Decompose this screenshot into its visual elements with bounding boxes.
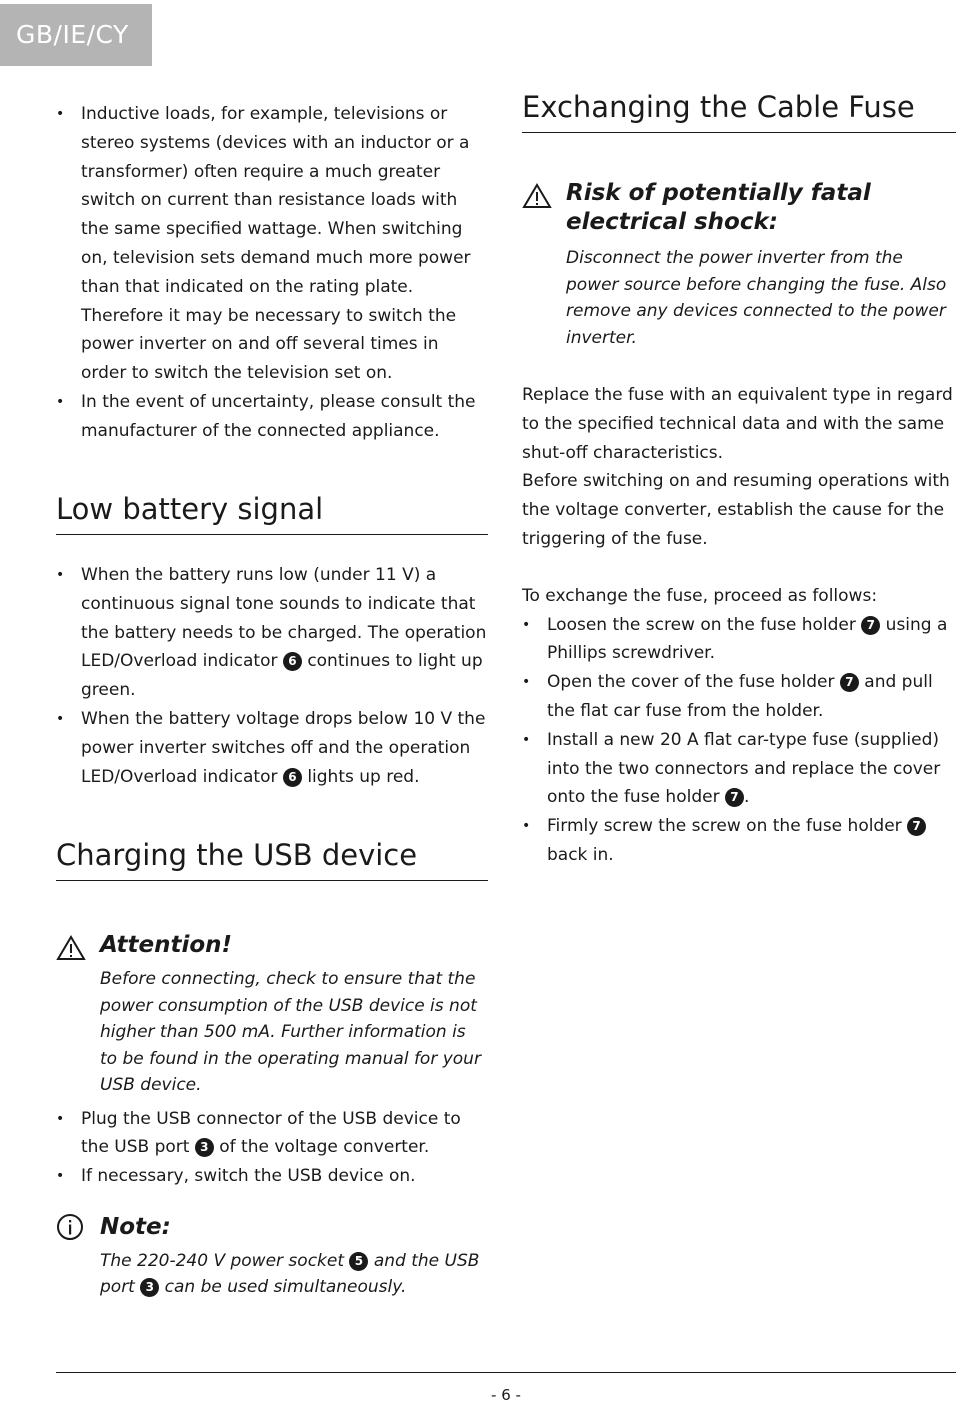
paragraph: Replace the fuse with an equivalent type in regard to the specified technical data and with the same shut-off characteristics.	[522, 385, 953, 463]
list-item: • When the battery voltage drops below 10 V the power inverter switches off and the operation LED/Overload indicator 6 lights up red.	[56, 708, 486, 787]
warning-triangle-icon	[522, 183, 552, 209]
ref-number-badge: 6	[283, 768, 302, 787]
list-item: • In the event of uncertainty, please consult the manufacturer of the connected appliance.	[56, 391, 476, 441]
section-heading-low-battery: Low battery signal	[56, 490, 488, 535]
low-battery-section	[56, 490, 488, 791]
list-item: • Loosen the screw on the fuse holder 7 using a Phillips screwdriver.	[522, 614, 948, 664]
fuse-steps-list	[522, 611, 956, 870]
info-icon	[56, 1213, 84, 1241]
note-body: The 220-240 V power socket 5 and the USB port 3 can be used simultaneously.	[100, 1250, 480, 1298]
ref-number-badge: 7	[861, 616, 880, 635]
warning-triangle-icon	[56, 935, 86, 961]
list-item: • Plug the USB connector of the USB device to the USB port 3 of the voltage converter.	[56, 1108, 461, 1158]
list-item: • Firmly screw the screw on the fuse holder 7 back in.	[522, 812, 956, 870]
attention-body: Before connecting, check to ensure that the power consumption of the USB device is not higher than 500 mA. Further information is to be found in the operating manual for your USB device.	[100, 969, 481, 1095]
attention-box	[56, 931, 488, 1099]
ref-number-badge: 7	[840, 673, 859, 692]
language-tab: GB/IE/CY	[0, 4, 152, 66]
usb-section	[56, 836, 488, 1301]
footer-divider	[56, 1372, 956, 1373]
low-battery-bullet-list	[56, 561, 488, 791]
section-heading-usb: Charging the USB device	[56, 836, 488, 881]
fuse-section	[522, 88, 956, 870]
risk-warning-title: Risk of potentially fatal electrical shock:	[566, 180, 871, 235]
page-number: - 6 -	[491, 1386, 521, 1404]
usb-bullet-list	[56, 1105, 488, 1191]
note-title: Note:	[100, 1213, 171, 1240]
list-item: • If necessary, switch the USB device on.	[56, 1166, 416, 1187]
list-item: • When the battery runs low (under 11 V) a continuous signal tone sounds to indicate that the battery needs to be charged. The operation LED/Overload indicator 6 continues to light up green.	[56, 565, 487, 701]
list-item: • Install a new 20 A flat car-type fuse (supplied) into the two connectors and replace the cover onto the fuse holder 7 .	[522, 729, 941, 808]
ref-number-badge: 6	[283, 652, 302, 671]
intro-bullet-list	[56, 100, 488, 446]
ref-number-badge: 5	[349, 1252, 368, 1271]
paragraph: To exchange the fuse, proceed as follows:	[522, 585, 878, 606]
list-item: • Open the cover of the fuse holder 7 and pull the flat car fuse from the holder.	[522, 672, 933, 721]
section-heading-fuse: Exchanging the Cable Fuse	[522, 88, 956, 133]
risk-warning-body: Disconnect the power inverter from the power source before changing the fuse. Also remove any devices connected to the power inverter.	[566, 248, 947, 348]
risk-warning-box	[522, 179, 956, 351]
left-column	[56, 100, 488, 446]
paragraph: Before switching on and resuming operations with the voltage converter, establish the cause for the triggering of the fuse.	[522, 471, 950, 549]
ref-number-badge: 3	[140, 1278, 159, 1297]
note-box	[56, 1213, 488, 1301]
list-item: • Inductive loads, for example, televisions or stereo systems (devices with an inductor or a transformer) often require a much greater switch on current than resistance loads with the same specified wattage. When switching on, television sets demand much more power than that indicated on the rating plate. Therefore it may be necessary to switch the power inverter on and off several times in order to switch the television set on.	[56, 104, 471, 384]
ref-number-badge: 7	[907, 817, 926, 836]
ref-number-badge: 3	[195, 1138, 214, 1157]
ref-number-badge: 7	[725, 788, 744, 807]
attention-title: Attention!	[100, 932, 233, 958]
